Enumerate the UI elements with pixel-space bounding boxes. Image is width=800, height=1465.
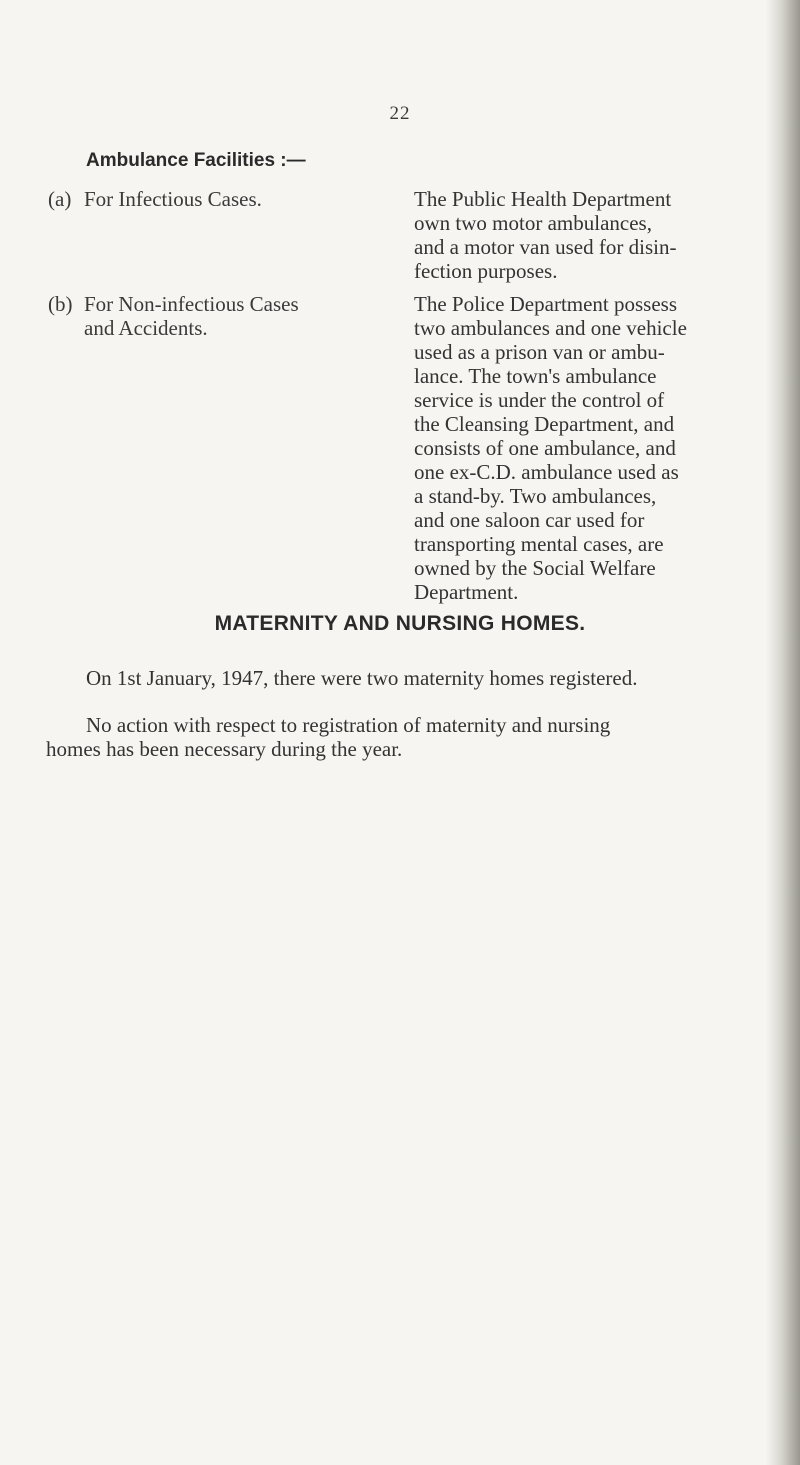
row-label [48, 292, 378, 340]
row-label [48, 187, 378, 211]
row-marker: (a) [48, 187, 72, 211]
row-label-line: For Infectious Cases. [84, 187, 262, 211]
scan-edge-shading [766, 0, 800, 1465]
desc-line: consists of one ambulance, and [414, 436, 676, 460]
desc-line: The Public Health Department [414, 187, 672, 211]
desc-line: Department. [414, 580, 519, 604]
desc-line: service is under the control of [414, 388, 665, 412]
maternity-paragraph-1 [46, 666, 766, 690]
row-marker: (b) [48, 292, 73, 316]
desc-line: and one saloon car used for [414, 508, 645, 532]
desc-line: owned by the Social Welfare [414, 556, 656, 580]
desc-line: used as a prison van or ambu- [414, 340, 665, 364]
row-description [414, 292, 768, 604]
paragraph-line: On 1st January, 1947, there were two maternity homes registered. [86, 666, 638, 690]
desc-line: lance. The town's ambulance [414, 364, 657, 388]
desc-line: two ambulances and one vehicle [414, 316, 687, 340]
row-label-line: and Accidents. [84, 316, 208, 340]
desc-line: one ex-C.D. ambulance used as [414, 460, 679, 484]
row-description [414, 187, 768, 283]
ambulance-facilities-heading: Ambulance Facilities :— [86, 150, 306, 171]
row-label-line: For Non-infectious Cases [84, 292, 299, 316]
desc-line: own two motor ambulances, [414, 211, 652, 235]
desc-line: the Cleansing Department, and [414, 412, 675, 436]
paragraph-line: homes has been necessary during the year. [46, 737, 403, 761]
desc-line: a stand-by. Two ambulances, [414, 484, 657, 508]
desc-line: The Police Department possess [414, 292, 678, 316]
page-number: 22 [389, 103, 411, 124]
maternity-paragraph-2 [46, 713, 766, 761]
desc-line: and a motor van used for disin- [414, 235, 677, 259]
paragraph-line: No action with respect to registration of maternity and nursing [86, 713, 611, 737]
desc-line: fection purposes. [414, 259, 558, 283]
maternity-nursing-heading: MATERNITY AND NURSING HOMES. [214, 612, 586, 635]
desc-line: transporting mental cases, are [414, 532, 664, 556]
